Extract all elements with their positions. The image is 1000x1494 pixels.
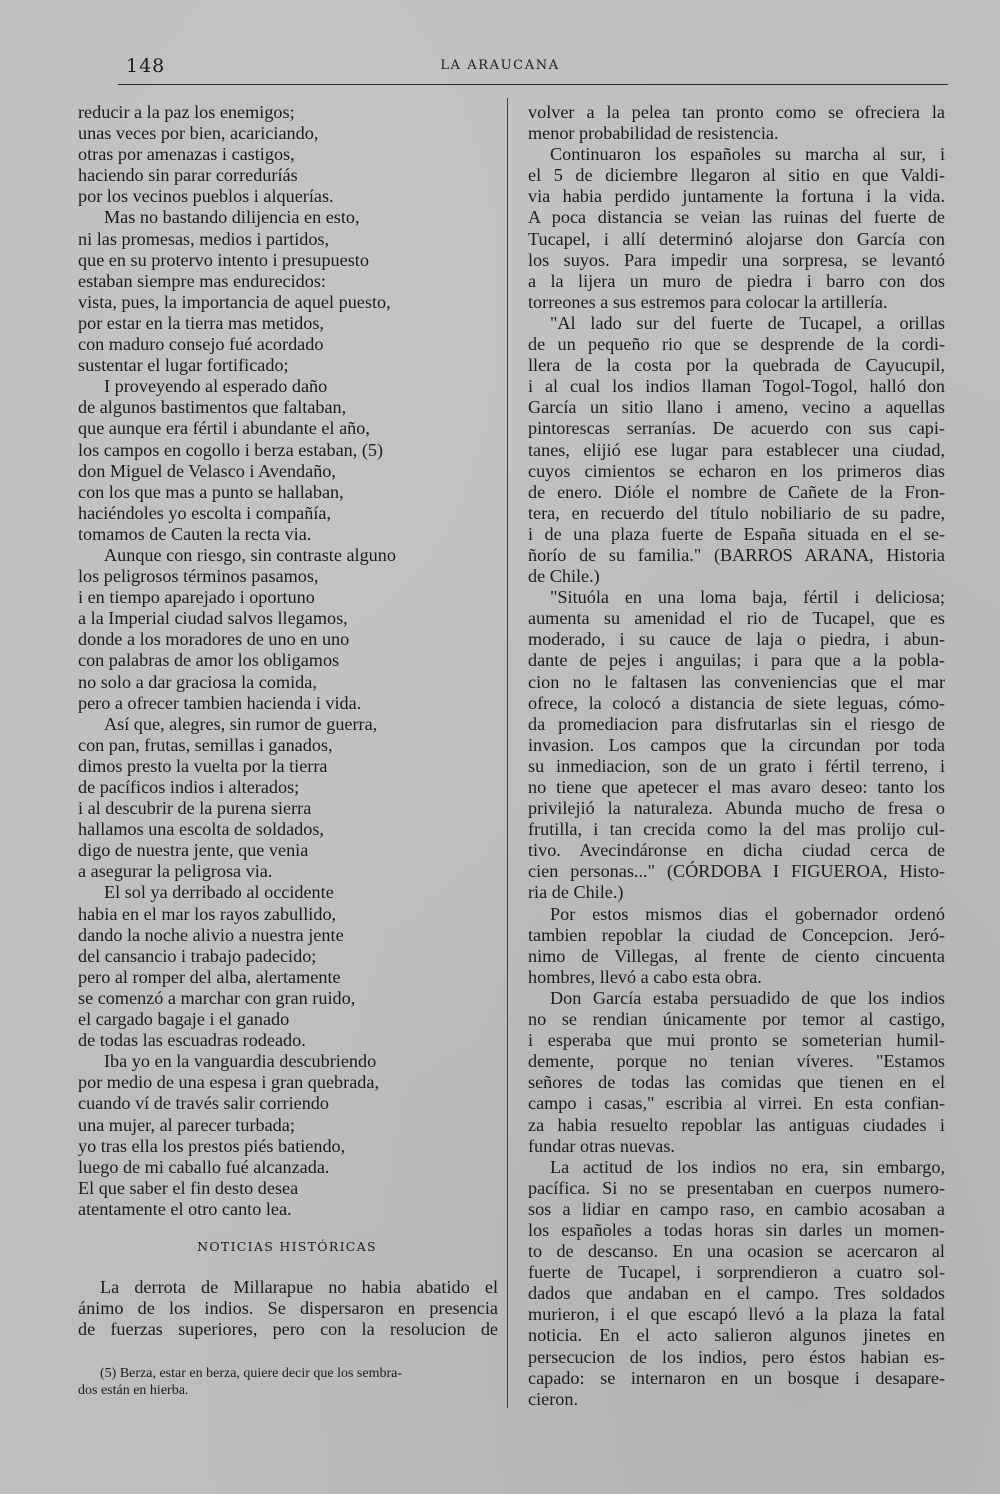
verse-line: con los que mas a punto se hallaban, [78, 481, 344, 502]
verse-line: i al descubrir de la purena sierra [78, 798, 312, 819]
verse-line: El sol ya derribado al occidente [104, 882, 334, 903]
verse-line: ni las promesas, medios i partidos, [78, 228, 330, 249]
verse-line: de pacíficos indios i alterados; [78, 777, 300, 797]
text-line: el 5 de diciembre llegaron al sitio en que Valdi- [528, 165, 945, 186]
verse-line: donde a los moradores de uno en uno [78, 629, 350, 650]
text-line: dante de pejes i anguilas; i para que a la pobla- [528, 650, 945, 671]
text-line: i al cual los indios llaman Togol-Togol, halló don [528, 376, 945, 397]
text-line: nimo de Villegas, al frente de ciento cincuenta [528, 945, 945, 966]
verse-line: El que saber el fin desto desea [78, 1177, 299, 1198]
verse-line: Iba yo en la vanguardia descubriendo [104, 1051, 377, 1072]
text-line: volver a la pelea tan pronto como se ofreciera la [528, 102, 945, 122]
text-line: pacífica. Si no se presentaban en cuerpos numero- [528, 1177, 945, 1198]
footnote-line: (5) Berza, estar en berza, quiere decir que los sembra- [100, 1366, 403, 1381]
notes-paragraph [78, 1277, 498, 1340]
verse-line: luego de mi caballo fué alcanzada. [78, 1156, 330, 1177]
verse-line: sustentar el lugar fortificado; [78, 355, 289, 376]
text-line: Tucapel, i allí determinó alojarse don García con [528, 228, 945, 249]
verse-line: por estar en la tierra mas metidos, [78, 312, 324, 333]
footnote-line: dos están en hierba. [78, 1382, 189, 1398]
verse-block [78, 102, 496, 1220]
section-heading: NOTICIAS HISTÓRICAS [197, 1239, 377, 1254]
text-line: no tiene que apetecer el mas avaro deseo: tanto los [528, 777, 945, 797]
verse-line: con pan, frutas, semillas i ganados, [78, 734, 333, 755]
verse-line: que en su protervo intento i presupuesto [78, 249, 369, 270]
text-line: su inmediacion, son de un grato i fértil terreno, i [528, 755, 945, 776]
text-line: i de una plaza fuerte de España situada en el se- [528, 523, 945, 544]
verse-line: habia en el mar los rayos zabullido, [78, 903, 337, 924]
text-line: murieron, i el que escapó llevó a la plaza la fatal [528, 1304, 945, 1325]
verse-line: de algunos bastimentos que faltaban, [78, 397, 347, 418]
verse-line: no solo a dar graciosa la comida, [78, 671, 317, 692]
verse-line: una mujer, al parecer turbada; [78, 1114, 295, 1135]
verse-line: que aunque era fértil i abundante el año, [78, 418, 370, 439]
verse-line: Mas no bastando dilijencia en esto, [104, 207, 360, 228]
text-line: los españoles a todas horas sin darles un momen- [528, 1219, 945, 1240]
text-line: los suyos. Para impedir una sorpresa, se levantó [528, 249, 945, 270]
text-line: privilejió la naturaleza. Abunda mucho de fresa o [528, 798, 945, 819]
footnote [78, 1366, 498, 1399]
text-line: ofrece, la colocó a distancia de siete leguas, cómo- [528, 692, 945, 713]
text-line: cieron. [528, 1388, 578, 1409]
text-line: invasion. Los campos que la circundan por toda [528, 734, 945, 755]
verse-line: a asegurar la peligrosa via. [78, 861, 273, 882]
verse-line: reducir a la paz los enemigos; [78, 102, 295, 122]
text-line: fuerte de Tucapel, i sorprendieron a cuatro sol- [528, 1262, 945, 1283]
page-number: 148 [126, 55, 166, 77]
text-line: tanes, elijió ese lugar para establecer una ciudad, [528, 439, 945, 460]
text-line: cuyos cimientos se echaron en los primeros dias [528, 460, 945, 481]
text-line: moderado, i su cauce de laja o piedra, i abun- [528, 629, 945, 650]
text-line: La actitud de los indios no era, sin embargo, [550, 1156, 945, 1177]
column-divider [507, 98, 508, 1408]
verse-line: a la Imperial ciudad salvos llegamos, [78, 608, 348, 629]
verse-line: de todas las escuadras rodeado. [78, 1030, 306, 1051]
text-line: capado: se internaron en un bosque i desapare- [528, 1367, 945, 1388]
text-line: señores de todas las comidas que tienen en el [528, 1072, 945, 1093]
text-line: tambien repoblar la ciudad de Concepcion. Jeró- [528, 924, 945, 945]
text-line: torreones a sus estremos para colocar la artillería. [528, 291, 888, 312]
text-line: i esperaba que mui pronto se someterian humil- [528, 1030, 945, 1051]
verse-line: atentamente el otro canto lea. [78, 1198, 292, 1219]
verse-line: del cansancio i trabajo padecido; [78, 945, 317, 966]
text-line: ánimo de los indios. Se dispersaron en presencia [78, 1298, 498, 1319]
verse-line: unas veces por bien, acariciando, [78, 123, 319, 144]
header-rule [118, 84, 948, 85]
text-line: pintorescas serranías. De acuerdo con sus capi- [528, 418, 945, 439]
text-line: de fuerzas superiores, pero con la resolucion de [78, 1319, 498, 1340]
text-line: ñorío de su familia." (BARROS ARANA, Historia [528, 544, 945, 565]
verse-line: vista, pues, la importancia de aquel puesto, [78, 291, 391, 312]
text-line: Continuaron los españoles su marcha al sur, i [550, 144, 945, 165]
text-line: da promediacion para disfrutarlas sin el riesgo de [528, 713, 945, 734]
verse-line: dando la noche alivio a nuestra jente [78, 924, 344, 945]
text-line: Por estos mismos dias el gobernador ordenó [550, 903, 945, 924]
verse-line: los peligrosos términos pasamos, [78, 566, 319, 587]
left-column [78, 102, 496, 1220]
text-line: demente, porque no tenian víveres. "Estamos [528, 1051, 945, 1072]
verse-line: i en tiempo aparejado i oportuno [78, 587, 315, 608]
text-line: ria de Chile.) [528, 882, 624, 903]
text-line: frutilla, i tan crecida como la del mas prolijo cul- [528, 819, 945, 840]
verse-line: el cargado bagaje i el ganado [78, 1009, 290, 1030]
text-line: cion no le faltasen las conveniencias que el mar [528, 671, 945, 692]
text-line: via habia perdido juntamente la fortuna i la vida. [528, 186, 945, 207]
verse-line: los campos en cogollo i berza estaban, (5) [78, 439, 384, 460]
text-line: a la lijera un muro de piedra i barro con dos [528, 270, 945, 291]
verse-line: con palabras de amor los obligamos [78, 650, 340, 671]
text-line: dados que andaban en el campo. Tres soldados [528, 1283, 945, 1304]
right-column-text [528, 102, 945, 1410]
verse-line: Así que, alegres, sin rumor de guerra, [104, 713, 378, 734]
text-line: llera de la costa por la quebrada de Cayucupil, [528, 355, 945, 376]
verse-line: dimos presto la vuelta por la tierra [78, 755, 328, 776]
verse-line: por medio de una espesa i gran quebrada, [78, 1072, 379, 1093]
historical-notes-start [78, 1277, 498, 1340]
text-line: noticia. En el acto salieron algunos jinetes en [528, 1325, 945, 1346]
text-line: sos a lidiar en campo raso, en cambio acosaban a [528, 1198, 945, 1219]
running-title: LA ARAUCANA [440, 58, 560, 73]
text-line: tivo. Avecindáronse en dicha ciudad cerca de [528, 840, 945, 861]
text-line: García un sitio llano i ameno, vecino a aquellas [528, 397, 945, 418]
verse-line: pero a ofrecer tambien hacienda i vida. [78, 692, 362, 713]
verse-line: Aunque con riesgo, sin contraste alguno [104, 544, 396, 565]
verse-line: cuando ví de través salir corriendo [78, 1093, 329, 1114]
text-line: de enero. Dióle el nombre de Cañete de la Fron- [528, 481, 945, 502]
verse-line: don Miguel de Velasco i Avendaño, [78, 460, 336, 481]
text-line: campo i casas," escribia al virrei. En esta confian- [528, 1093, 945, 1114]
text-line: de un pequeño rio que se desprende de la cordi- [528, 334, 945, 355]
verse-line: yo tras ella los prestos piés batiendo, [78, 1135, 346, 1156]
text-line: tera, en recuerdo del título nobiliario de su padre, [528, 502, 945, 523]
verse-line: haciendo sin parar correduríás [78, 165, 298, 186]
verse-line: por los vecinos pueblos i alquerías. [78, 186, 334, 207]
right-column [528, 102, 945, 1410]
text-line: A poca distancia se veian las ruinas del fuerte de [528, 207, 945, 228]
text-line: no se rendian únicamente por temor al castigo, [528, 1009, 945, 1030]
text-line: cien personas..." (CÓRDOBA I FIGUEROA, Histo- [528, 861, 945, 882]
text-line: persecucion de los indios, pero éstos habian es- [528, 1346, 945, 1367]
verse-line: se comenzó a marchar con gran ruido, [78, 987, 356, 1008]
verse-line: con maduro consejo fué acordado [78, 334, 324, 355]
text-line: Don García estaba persuadido de que los indios [550, 987, 945, 1008]
verse-line: I proveyendo al esperado daño [104, 376, 328, 397]
verse-line: haciéndoles yo escolta i compañía, [78, 502, 332, 523]
verse-line: digo de nuestra jente, que venia [78, 840, 309, 861]
text-line: de Chile.) [528, 566, 600, 587]
text-line: "Situóla en una loma baja, fértil i deliciosa; [550, 587, 945, 608]
text-line: menor probabilidad de resistencia. [528, 123, 779, 144]
verse-line: tomamos de Cauten la recta via. [78, 523, 312, 544]
text-line: "Al lado sur del fuerte de Tucapel, a orillas [550, 312, 945, 333]
text-line: to de descanso. En una ocasion se acercaron al [528, 1241, 945, 1262]
text-line: La derrota de Millarapue no habia abatido el [100, 1277, 498, 1297]
text-line: za habia resuelto repoblar las antiguas ciudades i [528, 1114, 945, 1135]
verse-line: hallamos una escolta de soldados, [78, 819, 324, 840]
text-line: hombres, llevó a cabo esta obra. [528, 966, 762, 987]
text-line: aumenta su amenidad el rio de Tucapel, que es [528, 608, 945, 629]
text-line: fundar otras nuevas. [528, 1135, 675, 1156]
verse-line: pero al romper del alba, alertamente [78, 966, 341, 987]
verse-line: estaban siempre mas endurecidos: [78, 270, 326, 291]
verse-line: otras por amenazas i castigos, [78, 144, 295, 165]
